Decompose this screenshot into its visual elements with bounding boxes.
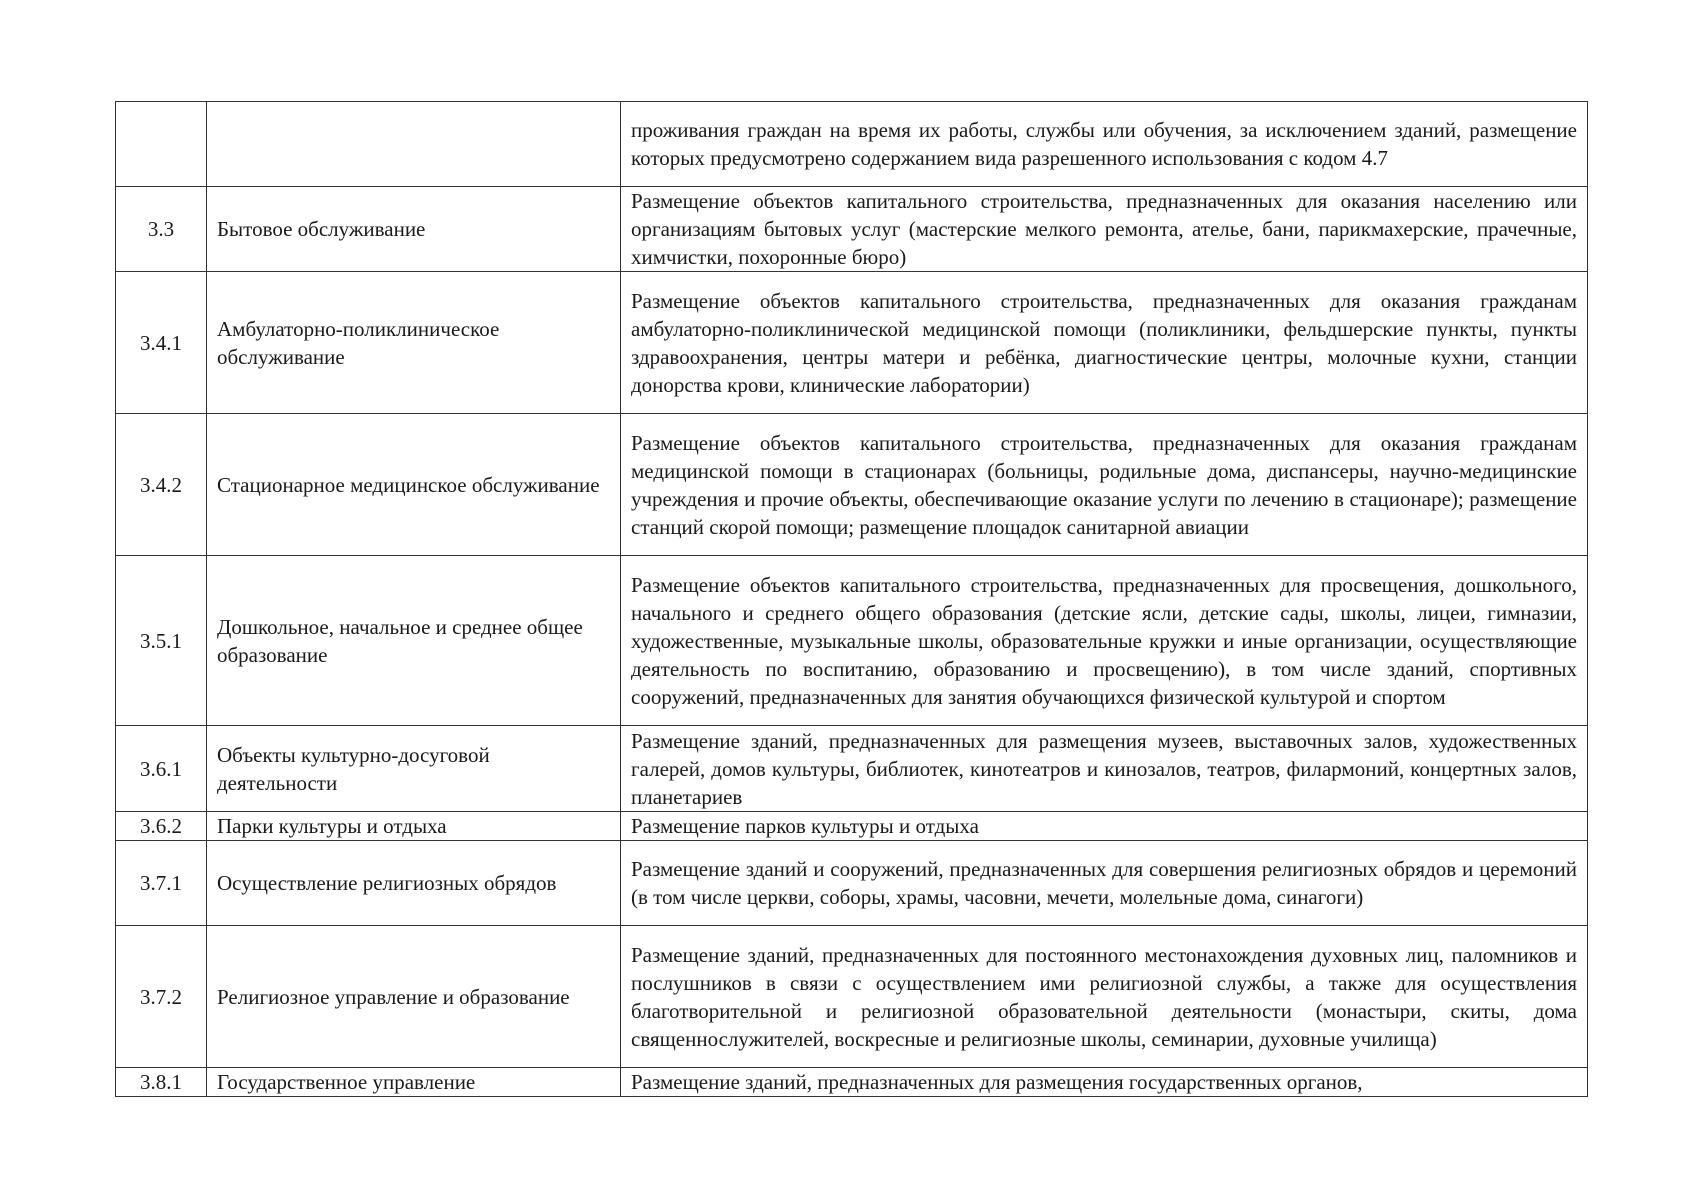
row-name: Дошкольное, начальное и среднее общее образование bbox=[207, 556, 621, 726]
row-name: Осуществление религиозных обрядов bbox=[207, 841, 621, 926]
table-row bbox=[116, 414, 1588, 556]
row-description: Размещение объектов капитального строительства, предназначенных для просвещения, дошкольного, начального и среднего общего образования (детские ясли, детские сады, школы, лицеи, гимназии, художественные, музыкальные школы, образовательные кружки и иные организации, осуществляющие деятельность по воспитанию, образованию и просвещению), в том числе зданий, спортивных сооружений, предназначенных для занятия обучающихся физической культурой и спортом bbox=[621, 556, 1588, 726]
row-description: Размещение зданий и сооружений, предназначенных для совершения религиозных обрядов и церемоний (в том числе церкви, соборы, храмы, часовни, мечети, молельные дома, синагоги) bbox=[621, 841, 1588, 926]
row-name: Бытовое обслуживание bbox=[207, 187, 621, 272]
row-code: 3.7.2 bbox=[116, 926, 207, 1068]
document-page bbox=[115, 101, 1587, 1097]
table-row bbox=[116, 726, 1588, 812]
row-name: Стационарное медицинское обслуживание bbox=[207, 414, 621, 556]
row-name: Амбулаторно-поликлиническое обслуживание bbox=[207, 272, 621, 414]
row-code: 3.4.2 bbox=[116, 414, 207, 556]
row-description: Размещение зданий, предназначенных для размещения государственных органов, bbox=[621, 1068, 1588, 1097]
table-row bbox=[116, 1068, 1588, 1097]
row-code: 3.6.1 bbox=[116, 726, 207, 812]
row-code: 3.5.1 bbox=[116, 556, 207, 726]
row-description: Размещение зданий, предназначенных для размещения музеев, выставочных залов, художественных галерей, домов культуры, библиотек, кинотеатров и кинозалов, театров, филармоний, концертных залов, планетариев bbox=[621, 726, 1588, 812]
row-code: 3.8.1 bbox=[116, 1068, 207, 1097]
land-use-table bbox=[115, 101, 1588, 1097]
row-code: 3.7.1 bbox=[116, 841, 207, 926]
row-description: Размещение объектов капитального строительства, предназначенных для оказания гражданам медицинской помощи в стационарах (больницы, родильные дома, диспансеры, научно-медицинские учреждения и прочие объекты, обеспечивающие оказание услуги по лечению в стационаре); размещение станций скорой помощи; размещение площадок санитарной авиации bbox=[621, 414, 1588, 556]
table-row bbox=[116, 841, 1588, 926]
row-code: 3.4.1 bbox=[116, 272, 207, 414]
row-code bbox=[116, 102, 207, 187]
table-row bbox=[116, 926, 1588, 1068]
row-name: Парки культуры и отдыха bbox=[207, 812, 621, 841]
row-description: Размещение объектов капитального строительства, предназначенных для оказания гражданам амбулаторно-поликлинической медицинской помощи (поликлиники, фельдшерские пункты, пункты здравоохранения, центры матери и ребёнка, диагностические центры, молочные кухни, станции донорства крови, клинические лаборатории) bbox=[621, 272, 1588, 414]
row-name: Религиозное управление и образование bbox=[207, 926, 621, 1068]
row-description: проживания граждан на время их работы, службы или обучения, за исключением зданий, размещение которых предусмотрено содержанием вида разрешенного использования с кодом 4.7 bbox=[621, 102, 1588, 187]
table-row bbox=[116, 102, 1588, 187]
row-code: 3.6.2 bbox=[116, 812, 207, 841]
row-description: Размещение зданий, предназначенных для постоянного местонахождения духовных лиц, паломников и послушников в связи с осуществлением ими религиозной службы, а также для осуществления благотворительной и религиозной образовательной деятельности (монастыри, скиты, дома священнослужителей, воскресные и религиозные школы, семинарии, духовные училища) bbox=[621, 926, 1588, 1068]
table-row bbox=[116, 187, 1588, 272]
row-name: Объекты культурно-досуговой деятельности bbox=[207, 726, 621, 812]
row-description: Размещение объектов капитального строительства, предназначенных для оказания населению или организациям бытовых услуг (мастерские мелкого ремонта, ателье, бани, парикмахерские, прачечные, химчистки, похоронные бюро) bbox=[621, 187, 1588, 272]
row-code: 3.3 bbox=[116, 187, 207, 272]
row-description: Размещение парков культуры и отдыха bbox=[621, 812, 1588, 841]
table-row bbox=[116, 272, 1588, 414]
row-name bbox=[207, 102, 621, 187]
table-row bbox=[116, 556, 1588, 726]
table-row bbox=[116, 812, 1588, 841]
row-name: Государственное управление bbox=[207, 1068, 621, 1097]
